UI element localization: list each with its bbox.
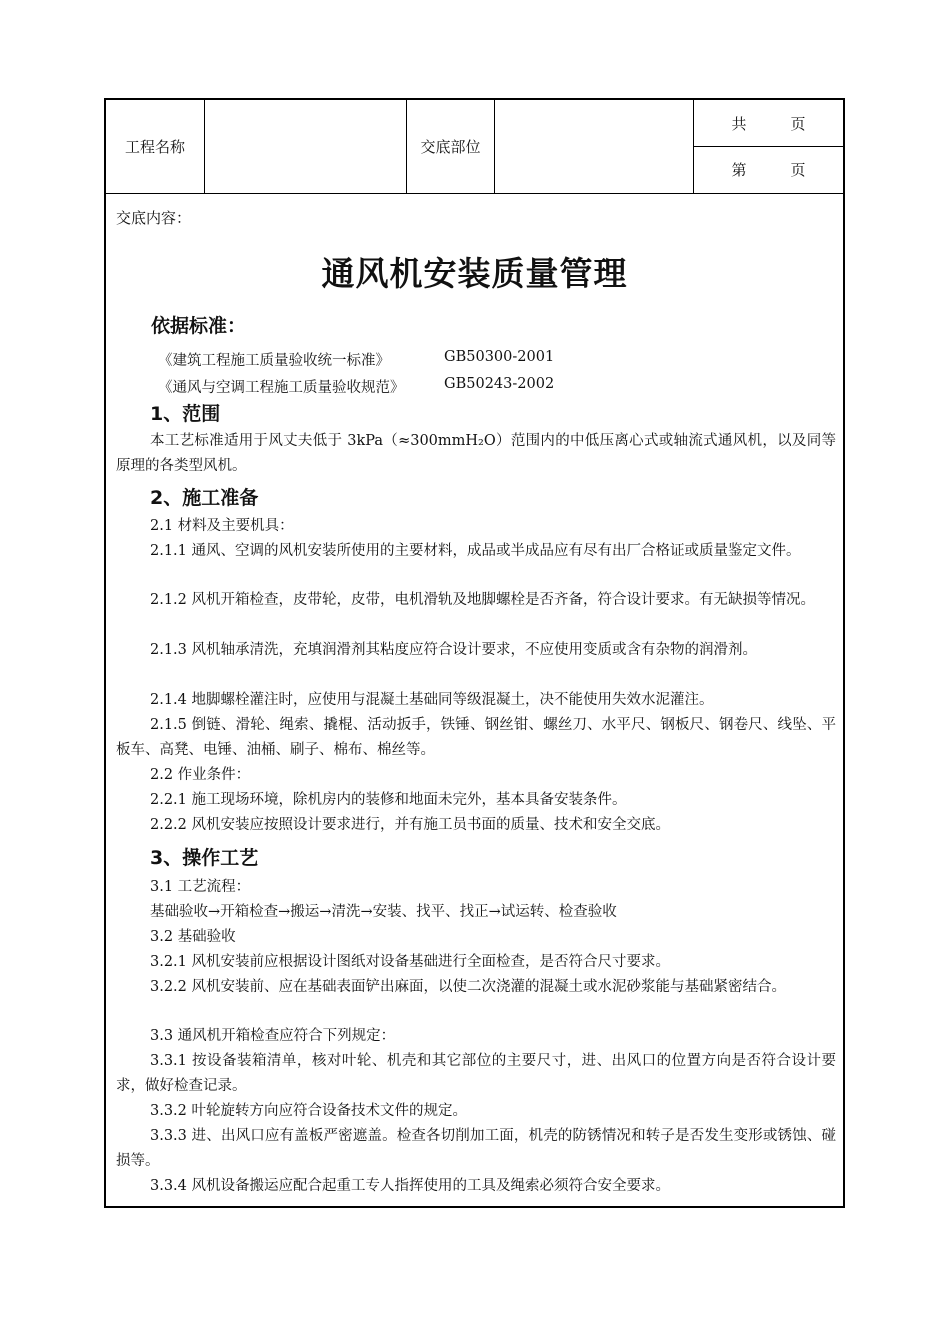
page-count-cell: [694, 100, 843, 193]
clause-3-3: 3.3 通风机开箱检查应符合下列规定：: [150, 1028, 396, 1044]
section-1-heading: 1、范围: [150, 403, 221, 425]
project-name-value: [205, 100, 406, 193]
clause-3-2: 3.2 基础验收: [150, 929, 236, 945]
clause-2-1-2: 2.1.2 风机开箱检查，皮带轮，皮带，电机滑轨及地脚螺栓是否齐备，符合设计要求。有无缺损等情况。: [150, 592, 815, 608]
page-number: [694, 146, 843, 193]
position-value-cell: [495, 100, 694, 193]
total-pages-suffix: 页: [790, 114, 806, 133]
clause-3-1: 3.1 工艺流程：: [150, 879, 251, 895]
clause-2-2: 2.2 作业条件：: [150, 767, 251, 783]
standard-code: GB50300-2001: [444, 349, 555, 365]
clause-3-3-1: 3.3.1 按设备装箱清单，核对叶轮、机壳和其它部位的主要尺寸，进、出风口的位置方向是否符合设计要求，做好检查记录。: [116, 1053, 836, 1094]
position-value: [495, 100, 693, 193]
position-label-cell: [407, 100, 495, 193]
standard-name: 《建筑工程施工质量验收统一标准》: [158, 353, 390, 369]
clause-3-3-2: 3.3.2 叶轮旋转方向应符合设备技术文件的规定。: [150, 1103, 468, 1119]
page-no-suffix: 页: [790, 161, 806, 179]
total-pages: [694, 100, 843, 147]
form-header: [106, 100, 843, 194]
total-pages-prefix: 共: [731, 114, 747, 133]
clause-2-1-3: 2.1.3 风机轴承清洗，充填润滑剂其粘度应符合设计要求，不应使用变质或含有杂物的润滑剂。: [150, 642, 757, 658]
clause-2-1-4: 2.1.4 地脚螺栓灌注时，应使用与混凝土基础同等级混凝土，决不能使用失效水泥灌注。: [150, 692, 714, 708]
section-2-heading: 2、施工准备: [150, 487, 259, 509]
document-title: 通风机安装质量管理: [321, 254, 628, 293]
section-1-text: 本工艺标准适用于风丈夫低于 3kPa（≈300mmH₂O）范围内的中低压离心式或轴流式通风机，以及同等原理的各类型风机。: [116, 433, 836, 474]
section-3-heading: 3、操作工艺: [150, 847, 259, 869]
disclosure-form: [104, 98, 845, 1208]
project-name-label-cell: [106, 100, 205, 193]
intro-label: 交底内容：: [116, 209, 192, 227]
clause-2-1-5: 2.1.5 倒链、滑轮、绳索、撬棍、活动扳手，铁锤、钢丝钳、螺丝刀、水平尺、钢板尺、钢卷尺、线坠、平板车、高凳、电锤、油桶、刷子、棉布、棉丝等。: [116, 717, 836, 758]
clause-2-1: 2.1 材料及主要机具：: [150, 518, 294, 534]
position-label: 交底部位: [420, 138, 481, 156]
standard-item: [158, 376, 555, 397]
clause-3-2-2: 3.2.2 风机安装前、应在基础表面铲出麻面，以使二次浇灌的混凝土或水泥砂浆能与基础紧密结合。: [150, 979, 786, 995]
basis-heading: 依据标准：: [151, 315, 247, 337]
project-name-value-cell: [205, 100, 407, 193]
project-name-label: 工程名称: [124, 138, 185, 156]
page-no-prefix: 第: [731, 161, 747, 179]
process-flow: 基础验收→开箱检查→搬运→清洗→安装、找平、找正→试运转、检查验收: [150, 904, 617, 920]
clause-3-3-4: 3.3.4 风机设备搬运应配合起重工专人指挥使用的工具及绳索必须符合安全要求。: [150, 1178, 671, 1194]
standard-code: GB50243-2002: [444, 376, 555, 392]
standard-item: [158, 349, 555, 370]
clause-2-2-2: 2.2.2 风机安装应按照设计要求进行，并有施工员书面的质量、技术和安全交底。: [150, 817, 671, 833]
clause-3-2-1: 3.2.1 风机安装前应根据设计图纸对设备基础进行全面检查，是否符合尺寸要求。: [150, 954, 671, 970]
clause-2-1-1: 2.1.1 通风、空调的风机安装所使用的主要材料，成品或半成品应有尽有出厂合格证或质量鉴定文件。: [150, 543, 801, 559]
clause-2-2-1: 2.2.1 施工现场环境，除机房内的装修和地面未完外，基本具备安装条件。: [150, 792, 627, 808]
standard-name: 《通风与空调工程施工质量验收规范》: [158, 380, 405, 396]
clause-3-3-3: 3.3.3 进、出风口应有盖板严密遮盖。检查各切削加工面，机壳的防锈情况和转子是否发生变形或锈蚀、碰损等。: [116, 1128, 836, 1169]
